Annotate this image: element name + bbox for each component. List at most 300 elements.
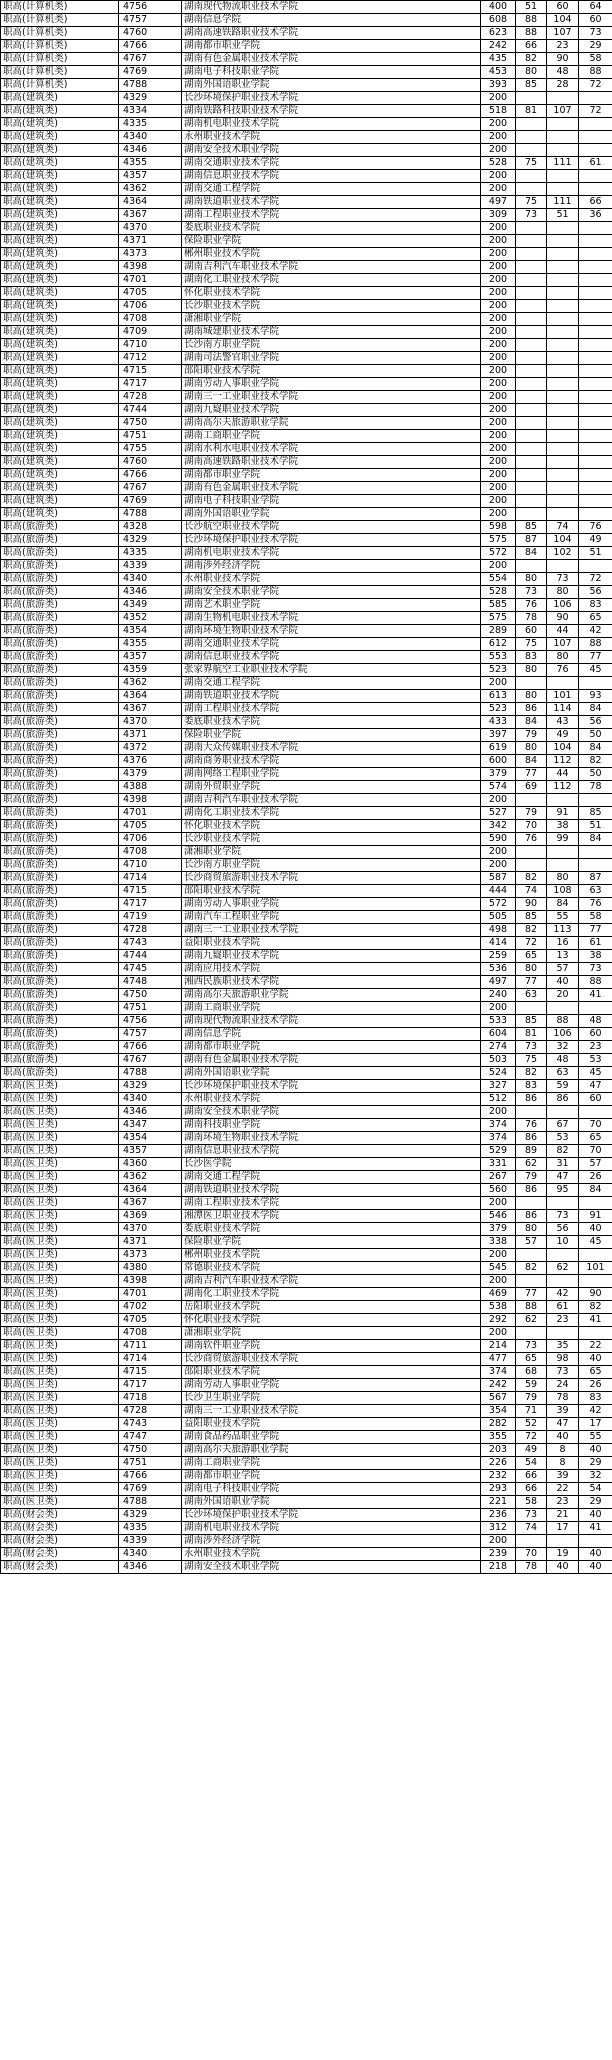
score-1-cell: 85 xyxy=(516,1015,547,1028)
score-2-cell xyxy=(547,677,579,690)
score-3-cell: 73 xyxy=(579,27,612,40)
school-code-cell: 4367 xyxy=(119,1197,182,1210)
score-2-cell xyxy=(547,287,579,300)
table-row xyxy=(1,417,612,430)
total-score-cell: 200 xyxy=(481,313,516,326)
school-code-cell: 4705 xyxy=(119,820,182,833)
score-3-cell: 76 xyxy=(579,521,612,534)
school-name-cell: 湖南九嶷职业技术学院 xyxy=(182,950,481,963)
score-1-cell: 85 xyxy=(516,79,547,92)
school-name-cell: 湖南电子科技职业学院 xyxy=(182,66,481,79)
total-score-cell: 200 xyxy=(481,1327,516,1340)
table-row xyxy=(1,105,612,118)
category-cell: 职高(医卫类) xyxy=(1,1301,119,1314)
category-cell: 职高(建筑类) xyxy=(1,339,119,352)
score-3-cell xyxy=(579,443,612,456)
score-3-cell: 72 xyxy=(579,573,612,586)
score-2-cell: 42 xyxy=(547,1288,579,1301)
score-1-cell: 80 xyxy=(516,963,547,976)
score-3-cell xyxy=(579,1249,612,1262)
category-cell: 职高(建筑类) xyxy=(1,326,119,339)
school-code-cell: 4710 xyxy=(119,339,182,352)
score-1-cell: 60 xyxy=(516,625,547,638)
score-3-cell: 41 xyxy=(579,1522,612,1535)
school-code-cell: 4728 xyxy=(119,1405,182,1418)
school-name-cell: 湖南涉外经济学院 xyxy=(182,1535,481,1548)
score-2-cell xyxy=(547,859,579,872)
school-name-cell: 保险职业学院 xyxy=(182,1236,481,1249)
total-score-cell: 331 xyxy=(481,1158,516,1171)
score-3-cell: 36 xyxy=(579,209,612,222)
category-cell: 职高(旅游类) xyxy=(1,937,119,950)
score-2-cell: 76 xyxy=(547,664,579,677)
category-cell: 职高(建筑类) xyxy=(1,404,119,417)
score-3-cell: 56 xyxy=(579,716,612,729)
score-1-cell: 86 xyxy=(516,1210,547,1223)
score-2-cell xyxy=(547,508,579,521)
total-score-cell: 600 xyxy=(481,755,516,768)
total-score-cell: 567 xyxy=(481,1392,516,1405)
score-1-cell: 72 xyxy=(516,937,547,950)
category-cell: 职高(医卫类) xyxy=(1,1457,119,1470)
school-name-cell: 长沙医学院 xyxy=(182,1158,481,1171)
score-3-cell: 41 xyxy=(579,1314,612,1327)
table-row xyxy=(1,1171,612,1184)
school-code-cell: 4367 xyxy=(119,209,182,222)
category-cell: 职高(医卫类) xyxy=(1,1366,119,1379)
score-1-cell xyxy=(516,1275,547,1288)
category-cell: 职高(建筑类) xyxy=(1,469,119,482)
table-row xyxy=(1,196,612,209)
total-score-cell: 503 xyxy=(481,1054,516,1067)
school-name-cell: 长沙商贸旅游职业技术学院 xyxy=(182,1353,481,1366)
score-1-cell: 75 xyxy=(516,196,547,209)
score-2-cell: 104 xyxy=(547,14,579,27)
score-1-cell: 62 xyxy=(516,1158,547,1171)
score-1-cell: 54 xyxy=(516,1457,547,1470)
score-1-cell: 49 xyxy=(516,1444,547,1457)
table-row xyxy=(1,53,612,66)
school-code-cell: 4750 xyxy=(119,417,182,430)
category-cell: 职高(医卫类) xyxy=(1,1158,119,1171)
score-2-cell xyxy=(547,430,579,443)
category-cell: 职高(建筑类) xyxy=(1,209,119,222)
score-3-cell: 60 xyxy=(579,1028,612,1041)
score-1-cell: 75 xyxy=(516,638,547,651)
score-1-cell: 71 xyxy=(516,1405,547,1418)
school-code-cell: 4346 xyxy=(119,144,182,157)
school-name-cell: 湖南安全技术职业学院 xyxy=(182,1106,481,1119)
score-1-cell: 74 xyxy=(516,1522,547,1535)
table-row xyxy=(1,1210,612,1223)
category-cell: 职高(医卫类) xyxy=(1,1275,119,1288)
score-3-cell: 26 xyxy=(579,1379,612,1392)
score-3-cell: 54 xyxy=(579,1483,612,1496)
score-1-cell: 80 xyxy=(516,1223,547,1236)
school-name-cell: 益阳职业技术学院 xyxy=(182,937,481,950)
total-score-cell: 612 xyxy=(481,638,516,651)
table-row xyxy=(1,170,612,183)
total-score-cell: 200 xyxy=(481,482,516,495)
school-code-cell: 4766 xyxy=(119,1470,182,1483)
total-score-cell: 267 xyxy=(481,1171,516,1184)
score-2-cell xyxy=(547,352,579,365)
school-code-cell: 4769 xyxy=(119,1483,182,1496)
category-cell: 职高(旅游类) xyxy=(1,560,119,573)
score-2-cell: 73 xyxy=(547,573,579,586)
score-3-cell xyxy=(579,248,612,261)
score-1-cell: 52 xyxy=(516,1418,547,1431)
score-1-cell: 82 xyxy=(516,924,547,937)
total-score-cell: 575 xyxy=(481,534,516,547)
school-name-cell: 湖南交通职业技术学院 xyxy=(182,638,481,651)
school-name-cell: 湖南安全技术职业学院 xyxy=(182,586,481,599)
score-3-cell xyxy=(579,170,612,183)
school-name-cell: 湖南电子科技职业学院 xyxy=(182,495,481,508)
school-code-cell: 4715 xyxy=(119,1366,182,1379)
score-1-cell: 80 xyxy=(516,690,547,703)
school-name-cell: 湖南生物机电职业技术学院 xyxy=(182,612,481,625)
table-row xyxy=(1,1379,612,1392)
school-name-cell: 保险职业学院 xyxy=(182,235,481,248)
school-code-cell: 4728 xyxy=(119,924,182,937)
score-2-cell xyxy=(547,365,579,378)
category-cell: 职高(建筑类) xyxy=(1,378,119,391)
school-code-cell: 4788 xyxy=(119,1496,182,1509)
score-3-cell xyxy=(579,274,612,287)
school-name-cell: 娄底职业技术学院 xyxy=(182,716,481,729)
score-2-cell: 8 xyxy=(547,1457,579,1470)
score-3-cell xyxy=(579,1002,612,1015)
score-3-cell: 29 xyxy=(579,40,612,53)
total-score-cell: 400 xyxy=(481,1,516,14)
school-name-cell: 湖南交通工程学院 xyxy=(182,183,481,196)
score-2-cell: 73 xyxy=(547,1210,579,1223)
score-3-cell: 87 xyxy=(579,872,612,885)
score-2-cell: 111 xyxy=(547,157,579,170)
school-name-cell: 湖南软件职业学院 xyxy=(182,1340,481,1353)
score-1-cell xyxy=(516,482,547,495)
table-row xyxy=(1,118,612,131)
category-cell: 职高(旅游类) xyxy=(1,976,119,989)
category-cell: 职高(医卫类) xyxy=(1,1119,119,1132)
score-3-cell: 60 xyxy=(579,14,612,27)
category-cell: 职高(计算机类) xyxy=(1,53,119,66)
category-cell: 职高(医卫类) xyxy=(1,1197,119,1210)
score-2-cell xyxy=(547,404,579,417)
school-code-cell: 4346 xyxy=(119,1106,182,1119)
score-2-cell: 112 xyxy=(547,755,579,768)
table-row xyxy=(1,287,612,300)
score-2-cell: 80 xyxy=(547,651,579,664)
school-code-cell: 4712 xyxy=(119,352,182,365)
category-cell: 职高(旅游类) xyxy=(1,612,119,625)
school-code-cell: 4380 xyxy=(119,1262,182,1275)
score-3-cell: 45 xyxy=(579,1236,612,1249)
table-row xyxy=(1,261,612,274)
score-3-cell: 40 xyxy=(579,1444,612,1457)
score-1-cell: 86 xyxy=(516,703,547,716)
school-name-cell: 湖南安全技术职业学院 xyxy=(182,1561,481,1574)
school-code-cell: 4767 xyxy=(119,53,182,66)
school-code-cell: 4702 xyxy=(119,1301,182,1314)
score-2-cell: 99 xyxy=(547,833,579,846)
table-row xyxy=(1,963,612,976)
total-score-cell: 200 xyxy=(481,118,516,131)
category-cell: 职高(建筑类) xyxy=(1,300,119,313)
score-3-cell: 55 xyxy=(579,1431,612,1444)
table-row xyxy=(1,92,612,105)
school-code-cell: 4767 xyxy=(119,482,182,495)
category-cell: 职高(医卫类) xyxy=(1,1405,119,1418)
score-2-cell: 86 xyxy=(547,1093,579,1106)
score-3-cell: 41 xyxy=(579,989,612,1002)
score-2-cell: 78 xyxy=(547,1392,579,1405)
score-2-cell: 49 xyxy=(547,729,579,742)
table-row xyxy=(1,157,612,170)
school-code-cell: 4373 xyxy=(119,248,182,261)
score-1-cell: 79 xyxy=(516,729,547,742)
school-name-cell: 湖南高尔夫旅游职业学院 xyxy=(182,417,481,430)
school-code-cell: 4370 xyxy=(119,222,182,235)
total-score-cell: 200 xyxy=(481,456,516,469)
total-score-cell: 497 xyxy=(481,976,516,989)
total-score-cell: 338 xyxy=(481,1236,516,1249)
score-1-cell: 78 xyxy=(516,612,547,625)
score-2-cell: 114 xyxy=(547,703,579,716)
category-cell: 职高(旅游类) xyxy=(1,573,119,586)
score-2-cell: 10 xyxy=(547,1236,579,1249)
school-name-cell: 湖南工程职业技术学院 xyxy=(182,703,481,716)
total-score-cell: 590 xyxy=(481,833,516,846)
school-code-cell: 4346 xyxy=(119,1561,182,1574)
score-2-cell: 108 xyxy=(547,885,579,898)
school-code-cell: 4371 xyxy=(119,729,182,742)
score-1-cell: 84 xyxy=(516,755,547,768)
score-1-cell: 82 xyxy=(516,53,547,66)
score-3-cell: 73 xyxy=(579,963,612,976)
total-score-cell: 527 xyxy=(481,807,516,820)
score-2-cell: 31 xyxy=(547,1158,579,1171)
score-2-cell: 106 xyxy=(547,599,579,612)
school-code-cell: 4714 xyxy=(119,1353,182,1366)
total-score-cell: 523 xyxy=(481,664,516,677)
table-row xyxy=(1,313,612,326)
category-cell: 职高(旅游类) xyxy=(1,742,119,755)
table-row xyxy=(1,586,612,599)
score-1-cell: 83 xyxy=(516,651,547,664)
school-name-cell: 湖南交通职业技术学院 xyxy=(182,157,481,170)
table-row xyxy=(1,1548,612,1561)
category-cell: 职高(旅游类) xyxy=(1,807,119,820)
score-3-cell: 84 xyxy=(579,1184,612,1197)
total-score-cell: 200 xyxy=(481,1249,516,1262)
score-3-cell: 60 xyxy=(579,1093,612,1106)
score-3-cell xyxy=(579,287,612,300)
score-2-cell: 101 xyxy=(547,690,579,703)
score-1-cell xyxy=(516,1197,547,1210)
score-2-cell xyxy=(547,495,579,508)
school-code-cell: 4340 xyxy=(119,1093,182,1106)
category-cell: 职高(医卫类) xyxy=(1,1496,119,1509)
score-1-cell xyxy=(516,92,547,105)
school-name-cell: 湖南都市职业学院 xyxy=(182,40,481,53)
table-row xyxy=(1,274,612,287)
category-cell: 职高(医卫类) xyxy=(1,1145,119,1158)
category-cell: 职高(建筑类) xyxy=(1,105,119,118)
score-1-cell: 70 xyxy=(516,1548,547,1561)
score-2-cell: 59 xyxy=(547,1080,579,1093)
table-row xyxy=(1,1,612,14)
score-1-cell: 76 xyxy=(516,833,547,846)
score-2-cell xyxy=(547,560,579,573)
school-code-cell: 4706 xyxy=(119,833,182,846)
school-name-cell: 湖南现代物流职业技术学院 xyxy=(182,1,481,14)
total-score-cell: 613 xyxy=(481,690,516,703)
school-name-cell: 湖南铁道职业技术学院 xyxy=(182,1184,481,1197)
score-3-cell xyxy=(579,261,612,274)
score-3-cell xyxy=(579,1106,612,1119)
score-1-cell: 80 xyxy=(516,664,547,677)
total-score-cell: 585 xyxy=(481,599,516,612)
total-score-cell: 239 xyxy=(481,1548,516,1561)
score-1-cell xyxy=(516,391,547,404)
score-1-cell xyxy=(516,430,547,443)
score-2-cell xyxy=(547,1002,579,1015)
table-row xyxy=(1,1457,612,1470)
table-row xyxy=(1,1028,612,1041)
total-score-cell: 200 xyxy=(481,495,516,508)
school-code-cell: 4370 xyxy=(119,1223,182,1236)
school-name-cell: 岳阳职业技术学院 xyxy=(182,1301,481,1314)
score-2-cell xyxy=(547,313,579,326)
school-code-cell: 4751 xyxy=(119,1457,182,1470)
school-name-cell: 湖南大众传媒职业技术学院 xyxy=(182,742,481,755)
score-1-cell: 81 xyxy=(516,1028,547,1041)
score-1-cell: 89 xyxy=(516,1145,547,1158)
score-1-cell: 73 xyxy=(516,1509,547,1522)
category-cell: 职高(建筑类) xyxy=(1,456,119,469)
score-3-cell: 88 xyxy=(579,638,612,651)
total-score-cell: 200 xyxy=(481,170,516,183)
school-name-cell: 湖南都市职业学院 xyxy=(182,469,481,482)
total-score-cell: 274 xyxy=(481,1041,516,1054)
table-row xyxy=(1,1470,612,1483)
score-3-cell: 40 xyxy=(579,1548,612,1561)
score-1-cell: 86 xyxy=(516,1093,547,1106)
score-1-cell: 69 xyxy=(516,781,547,794)
school-name-cell: 张家界航空工业职业技术学院 xyxy=(182,664,481,677)
category-cell: 职高(旅游类) xyxy=(1,625,119,638)
total-score-cell: 546 xyxy=(481,1210,516,1223)
table-row xyxy=(1,404,612,417)
total-score-cell: 242 xyxy=(481,40,516,53)
table-row xyxy=(1,1444,612,1457)
school-code-cell: 4359 xyxy=(119,664,182,677)
school-code-cell: 4756 xyxy=(119,1015,182,1028)
score-3-cell: 58 xyxy=(579,53,612,66)
table-row xyxy=(1,66,612,79)
school-name-cell: 湖南三一工业职业技术学院 xyxy=(182,924,481,937)
score-2-cell: 107 xyxy=(547,638,579,651)
score-3-cell xyxy=(579,326,612,339)
score-1-cell xyxy=(516,326,547,339)
score-1-cell xyxy=(516,560,547,573)
table-row xyxy=(1,599,612,612)
school-code-cell: 4708 xyxy=(119,313,182,326)
table-row xyxy=(1,1522,612,1535)
table-row xyxy=(1,443,612,456)
school-name-cell: 湖南工程职业技术学院 xyxy=(182,1197,481,1210)
school-code-cell: 4340 xyxy=(119,131,182,144)
score-2-cell: 48 xyxy=(547,1054,579,1067)
school-code-cell: 4357 xyxy=(119,651,182,664)
score-1-cell: 76 xyxy=(516,599,547,612)
total-score-cell: 200 xyxy=(481,365,516,378)
school-code-cell: 4711 xyxy=(119,1340,182,1353)
total-score-cell: 309 xyxy=(481,209,516,222)
score-1-cell: 73 xyxy=(516,209,547,222)
school-code-cell: 4376 xyxy=(119,755,182,768)
total-score-cell: 529 xyxy=(481,1145,516,1158)
score-1-cell: 73 xyxy=(516,586,547,599)
score-1-cell: 87 xyxy=(516,534,547,547)
school-name-cell: 湖南科技职业学院 xyxy=(182,1119,481,1132)
score-2-cell xyxy=(547,92,579,105)
total-score-cell: 512 xyxy=(481,1093,516,1106)
category-cell: 职高(建筑类) xyxy=(1,170,119,183)
score-3-cell: 93 xyxy=(579,690,612,703)
category-cell: 职高(旅游类) xyxy=(1,911,119,924)
table-row xyxy=(1,742,612,755)
table-row xyxy=(1,1067,612,1080)
category-cell: 职高(医卫类) xyxy=(1,1392,119,1405)
school-code-cell: 4329 xyxy=(119,1509,182,1522)
table-row xyxy=(1,794,612,807)
total-score-cell: 598 xyxy=(481,521,516,534)
category-cell: 职高(旅游类) xyxy=(1,1054,119,1067)
school-name-cell: 湖南劳动人事职业学院 xyxy=(182,378,481,391)
total-score-cell: 608 xyxy=(481,14,516,27)
score-3-cell: 88 xyxy=(579,66,612,79)
score-2-cell xyxy=(547,118,579,131)
school-name-cell: 邵阳职业技术学院 xyxy=(182,365,481,378)
table-row xyxy=(1,859,612,872)
total-score-cell: 572 xyxy=(481,547,516,560)
table-row xyxy=(1,326,612,339)
category-cell: 职高(旅游类) xyxy=(1,664,119,677)
score-1-cell: 51 xyxy=(516,1,547,14)
score-2-cell: 47 xyxy=(547,1171,579,1184)
score-2-cell: 22 xyxy=(547,1483,579,1496)
category-cell: 职高(旅游类) xyxy=(1,898,119,911)
category-cell: 职高(计算机类) xyxy=(1,79,119,92)
school-name-cell: 湖南机电职业技术学院 xyxy=(182,547,481,560)
table-row xyxy=(1,638,612,651)
school-name-cell: 湖南有色金属职业技术学院 xyxy=(182,53,481,66)
score-1-cell: 65 xyxy=(516,950,547,963)
score-1-cell xyxy=(516,183,547,196)
score-3-cell: 45 xyxy=(579,1067,612,1080)
school-code-cell: 4373 xyxy=(119,1249,182,1262)
total-score-cell: 498 xyxy=(481,924,516,937)
score-1-cell xyxy=(516,131,547,144)
school-code-cell: 4756 xyxy=(119,1,182,14)
score-3-cell: 65 xyxy=(579,1366,612,1379)
school-name-cell: 湘潭医卫职业技术学院 xyxy=(182,1210,481,1223)
school-code-cell: 4360 xyxy=(119,1158,182,1171)
total-score-cell: 433 xyxy=(481,716,516,729)
